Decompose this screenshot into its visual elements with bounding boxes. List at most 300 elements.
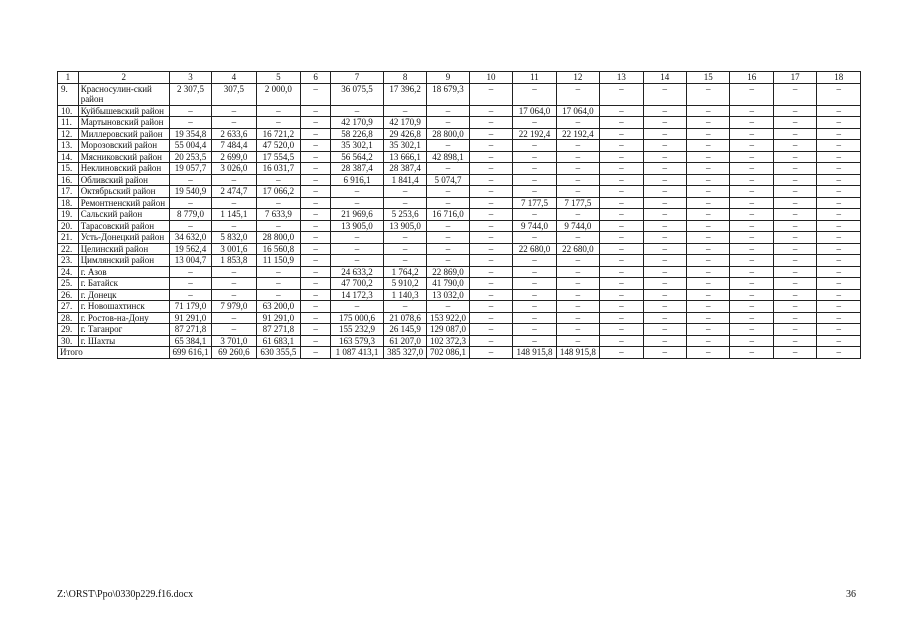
value-cell: – (301, 243, 331, 255)
value-cell: – (556, 324, 599, 336)
value-cell: – (600, 197, 643, 209)
value-cell: – (600, 232, 643, 244)
value-cell: – (643, 301, 686, 313)
district-name: Неклиновский район (78, 163, 169, 175)
table-row (58, 312, 861, 324)
value-cell: – (643, 163, 686, 175)
value-cell: 1 145,1 (212, 209, 256, 221)
district-name: Октябрьский район (78, 186, 169, 198)
value-cell: – (687, 128, 730, 140)
total-value-cell: 630 355,5 (256, 347, 300, 359)
value-cell: – (687, 289, 730, 301)
column-header: 13 (600, 72, 643, 84)
value-cell: 307,5 (212, 83, 256, 105)
value-cell: – (730, 243, 773, 255)
value-cell: 3 701,0 (212, 335, 256, 347)
value-cell: – (773, 151, 816, 163)
value-cell: – (817, 140, 861, 152)
value-cell: – (600, 266, 643, 278)
value-cell: 21 078,6 (383, 312, 426, 324)
value-cell: – (256, 220, 300, 232)
value-cell: – (513, 266, 556, 278)
value-cell: – (643, 209, 686, 221)
column-header: 8 (383, 72, 426, 84)
value-cell: – (212, 266, 256, 278)
row-number: 23. (58, 255, 79, 267)
value-cell: – (556, 301, 599, 313)
row-number: 19. (58, 209, 79, 221)
total-value-cell: – (730, 347, 773, 359)
value-cell: – (427, 232, 469, 244)
value-cell: – (212, 197, 256, 209)
value-cell: – (513, 255, 556, 267)
row-number: 27. (58, 301, 79, 313)
value-cell: – (730, 312, 773, 324)
value-cell: – (212, 174, 256, 186)
row-number: 20. (58, 220, 79, 232)
district-name: г. Новошахтинск (78, 301, 169, 313)
value-cell: – (469, 117, 512, 129)
value-cell: 11 150,9 (256, 255, 300, 267)
value-cell: – (301, 83, 331, 105)
value-cell: – (817, 324, 861, 336)
district-name: г. Батайск (78, 278, 169, 290)
data-table (57, 71, 861, 359)
table-row (58, 220, 861, 232)
value-cell: – (383, 255, 426, 267)
value-cell: – (427, 117, 469, 129)
value-cell: – (256, 289, 300, 301)
value-cell: – (730, 209, 773, 221)
value-cell: – (212, 220, 256, 232)
value-cell: – (773, 324, 816, 336)
value-cell: – (256, 105, 300, 117)
value-cell: – (556, 83, 599, 105)
value-cell: – (556, 232, 599, 244)
value-cell: 2 000,0 (256, 83, 300, 105)
value-cell: – (469, 151, 512, 163)
total-value-cell: – (817, 347, 861, 359)
value-cell: – (301, 128, 331, 140)
value-cell: – (427, 163, 469, 175)
value-cell: 7 633,9 (256, 209, 300, 221)
value-cell: 13 032,0 (427, 289, 469, 301)
value-cell: – (600, 243, 643, 255)
value-cell: – (730, 83, 773, 105)
value-cell: – (600, 255, 643, 267)
value-cell: – (730, 128, 773, 140)
column-header: 14 (643, 72, 686, 84)
value-cell: – (556, 140, 599, 152)
value-cell: 19 057,7 (169, 163, 211, 175)
column-header: 2 (78, 72, 169, 84)
value-cell: 17 064,0 (556, 105, 599, 117)
value-cell: 2 633,6 (212, 128, 256, 140)
value-cell: 26 145,9 (383, 324, 426, 336)
value-cell: – (643, 278, 686, 290)
table-row (58, 324, 861, 336)
value-cell: – (383, 105, 426, 117)
value-cell: 17 396,2 (383, 83, 426, 105)
value-cell: – (773, 197, 816, 209)
value-cell: – (687, 140, 730, 152)
value-cell: 5 832,0 (212, 232, 256, 244)
value-cell: – (817, 243, 861, 255)
value-cell: 9 744,0 (556, 220, 599, 232)
value-cell: – (427, 220, 469, 232)
value-cell: – (643, 266, 686, 278)
district-name: г. Донецк (78, 289, 169, 301)
value-cell: 35 302,1 (383, 140, 426, 152)
value-cell: – (817, 209, 861, 221)
value-cell: 7 177,5 (513, 197, 556, 209)
value-cell: 1 764,2 (383, 266, 426, 278)
value-cell: – (469, 140, 512, 152)
value-cell: 2 474,7 (212, 186, 256, 198)
row-number: 15. (58, 163, 79, 175)
value-cell: 63 200,0 (256, 301, 300, 313)
district-name: Морозовский район (78, 140, 169, 152)
value-cell: – (301, 105, 331, 117)
value-cell: – (687, 255, 730, 267)
value-cell: – (730, 301, 773, 313)
value-cell: – (556, 163, 599, 175)
value-cell: – (469, 197, 512, 209)
column-header: 11 (513, 72, 556, 84)
value-cell: – (817, 266, 861, 278)
value-cell: – (169, 105, 211, 117)
value-cell: 7 484,4 (212, 140, 256, 152)
value-cell: 22 680,0 (556, 243, 599, 255)
value-cell: – (773, 278, 816, 290)
district-name: Мартыновский район (78, 117, 169, 129)
value-cell: 16 721,2 (256, 128, 300, 140)
column-header: 9 (427, 72, 469, 84)
row-number: 21. (58, 232, 79, 244)
total-row (58, 347, 861, 359)
value-cell: – (331, 105, 384, 117)
value-cell: – (687, 278, 730, 290)
value-cell: – (730, 163, 773, 175)
value-cell: – (556, 117, 599, 129)
value-cell: – (817, 83, 861, 105)
value-cell: – (301, 278, 331, 290)
value-cell: 71 179,0 (169, 301, 211, 313)
value-cell: 19 540,9 (169, 186, 211, 198)
value-cell: 13 666,1 (383, 151, 426, 163)
value-cell: – (383, 232, 426, 244)
value-cell: – (469, 105, 512, 117)
value-cell: – (256, 266, 300, 278)
value-cell: – (643, 83, 686, 105)
value-cell: – (730, 186, 773, 198)
district-name: г. Ростов-на-Дону (78, 312, 169, 324)
column-header: 1 (58, 72, 79, 84)
value-cell: – (513, 301, 556, 313)
value-cell: – (469, 83, 512, 105)
column-header: 18 (817, 72, 861, 84)
value-cell: – (643, 312, 686, 324)
value-cell: – (643, 232, 686, 244)
value-cell: 42 170,9 (331, 117, 384, 129)
value-cell: – (687, 301, 730, 313)
row-number: 18. (58, 197, 79, 209)
district-name: Целинский район (78, 243, 169, 255)
column-header: 12 (556, 72, 599, 84)
value-cell: – (513, 83, 556, 105)
value-cell: – (600, 174, 643, 186)
value-cell: – (212, 278, 256, 290)
value-cell: – (556, 255, 599, 267)
value-cell: 102 372,3 (427, 335, 469, 347)
value-cell: 16 560,8 (256, 243, 300, 255)
total-value-cell: 702 086,1 (427, 347, 469, 359)
value-cell: – (817, 151, 861, 163)
value-cell: – (513, 312, 556, 324)
value-cell: – (687, 83, 730, 105)
value-cell: – (301, 289, 331, 301)
value-cell: – (773, 163, 816, 175)
value-cell: – (556, 266, 599, 278)
value-cell: – (600, 335, 643, 347)
district-name: Цимлянский район (78, 255, 169, 267)
value-cell: 91 291,0 (169, 312, 211, 324)
column-header: 16 (730, 72, 773, 84)
value-cell: 55 004,4 (169, 140, 211, 152)
value-cell: 28 387,4 (383, 163, 426, 175)
value-cell: 22 680,0 (513, 243, 556, 255)
value-cell: – (730, 197, 773, 209)
total-value-cell: – (301, 347, 331, 359)
column-header: 5 (256, 72, 300, 84)
total-value-cell: 1 087 413,1 (331, 347, 384, 359)
value-cell: – (469, 266, 512, 278)
value-cell: – (687, 312, 730, 324)
value-cell: 42 898,1 (427, 151, 469, 163)
value-cell: – (643, 174, 686, 186)
value-cell: – (331, 232, 384, 244)
value-cell: – (469, 209, 512, 221)
value-cell: – (817, 278, 861, 290)
value-cell: 87 271,8 (169, 324, 211, 336)
total-value-cell: 385 327,0 (383, 347, 426, 359)
value-cell: – (687, 209, 730, 221)
value-cell: – (301, 220, 331, 232)
value-cell: – (730, 151, 773, 163)
value-cell: – (687, 232, 730, 244)
total-value-cell: 69 260,6 (212, 347, 256, 359)
row-number: 12. (58, 128, 79, 140)
value-cell: 9 744,0 (513, 220, 556, 232)
value-cell: 2 699,0 (212, 151, 256, 163)
value-cell: – (513, 232, 556, 244)
value-cell: – (600, 83, 643, 105)
table-row (58, 209, 861, 221)
value-cell: – (383, 186, 426, 198)
value-cell: – (773, 105, 816, 117)
value-cell: – (600, 220, 643, 232)
value-cell: 42 170,9 (383, 117, 426, 129)
value-cell: – (730, 140, 773, 152)
value-cell: – (301, 117, 331, 129)
value-cell: – (556, 174, 599, 186)
value-cell: 16 031,7 (256, 163, 300, 175)
value-cell: – (817, 335, 861, 347)
value-cell: – (687, 220, 730, 232)
value-cell: 17 554,5 (256, 151, 300, 163)
value-cell: – (773, 266, 816, 278)
value-cell: – (600, 289, 643, 301)
value-cell: – (301, 335, 331, 347)
value-cell: – (556, 335, 599, 347)
district-name: Тарасовский район (78, 220, 169, 232)
value-cell: – (773, 301, 816, 313)
value-cell: 2 307,5 (169, 83, 211, 105)
table-row (58, 128, 861, 140)
value-cell: 175 000,6 (331, 312, 384, 324)
total-value-cell: – (469, 347, 512, 359)
value-cell: – (687, 197, 730, 209)
value-cell: – (643, 197, 686, 209)
value-cell: 155 232,9 (331, 324, 384, 336)
district-name: Сальский район (78, 209, 169, 221)
value-cell: – (817, 232, 861, 244)
value-cell: – (301, 174, 331, 186)
total-value-cell: – (687, 347, 730, 359)
value-cell: – (730, 232, 773, 244)
value-cell: 28 800,0 (427, 128, 469, 140)
value-cell: 36 075,5 (331, 83, 384, 105)
value-cell: – (469, 255, 512, 267)
value-cell: – (817, 163, 861, 175)
value-cell: – (687, 174, 730, 186)
value-cell: – (687, 335, 730, 347)
value-cell: – (212, 324, 256, 336)
value-cell: 1 140,3 (383, 289, 426, 301)
row-number: 11. (58, 117, 79, 129)
value-cell: – (301, 301, 331, 313)
value-cell: – (600, 163, 643, 175)
value-cell: – (687, 163, 730, 175)
table-row (58, 301, 861, 313)
row-number: 17. (58, 186, 79, 198)
value-cell: – (513, 335, 556, 347)
value-cell: – (331, 243, 384, 255)
value-cell: 16 716,0 (427, 209, 469, 221)
total-value-cell: 148 915,8 (556, 347, 599, 359)
value-cell: – (469, 312, 512, 324)
value-cell: 19 354,8 (169, 128, 211, 140)
value-cell: 34 632,0 (169, 232, 211, 244)
value-cell: – (773, 83, 816, 105)
table-row (58, 151, 861, 163)
table-row (58, 83, 861, 105)
value-cell: – (383, 301, 426, 313)
value-cell: – (817, 289, 861, 301)
value-cell: – (600, 301, 643, 313)
value-cell: – (469, 301, 512, 313)
value-cell: 47 700,2 (331, 278, 384, 290)
value-cell: – (469, 324, 512, 336)
value-cell: – (427, 301, 469, 313)
column-header: 17 (773, 72, 816, 84)
value-cell: – (301, 255, 331, 267)
district-name: Куйбышевский район (78, 105, 169, 117)
row-number: 14. (58, 151, 79, 163)
value-cell: – (513, 209, 556, 221)
value-cell: – (817, 312, 861, 324)
column-header: 15 (687, 72, 730, 84)
table-row (58, 266, 861, 278)
total-value-cell: – (643, 347, 686, 359)
value-cell: – (301, 209, 331, 221)
header-row (58, 72, 861, 84)
value-cell: – (643, 151, 686, 163)
value-cell: – (556, 289, 599, 301)
value-cell: – (256, 174, 300, 186)
value-cell: – (513, 140, 556, 152)
district-name: г. Таганрог (78, 324, 169, 336)
value-cell: 22 869,0 (427, 266, 469, 278)
value-cell: – (427, 140, 469, 152)
value-cell: – (427, 197, 469, 209)
value-cell: 8 779,0 (169, 209, 211, 221)
value-cell: – (331, 186, 384, 198)
row-number: 10. (58, 105, 79, 117)
value-cell: – (427, 255, 469, 267)
row-number: 26. (58, 289, 79, 301)
value-cell: – (773, 186, 816, 198)
table-row (58, 163, 861, 175)
district-name: Усть-Донецкий район (78, 232, 169, 244)
value-cell: 19 562,4 (169, 243, 211, 255)
value-cell: – (469, 128, 512, 140)
value-cell: – (600, 186, 643, 198)
value-cell: 6 916,1 (331, 174, 384, 186)
value-cell: – (469, 163, 512, 175)
file-path: Z:\ORST\Ppo\0330p229.f16.docx (57, 589, 194, 600)
value-cell: 14 172,3 (331, 289, 384, 301)
district-name: Обливский район (78, 174, 169, 186)
value-cell: – (687, 105, 730, 117)
value-cell: – (301, 151, 331, 163)
value-cell: – (469, 232, 512, 244)
district-name: Ремонтненский район (78, 197, 169, 209)
value-cell: – (687, 266, 730, 278)
value-cell: – (383, 197, 426, 209)
value-cell: 7 979,0 (212, 301, 256, 313)
value-cell: – (469, 289, 512, 301)
value-cell: – (730, 255, 773, 267)
table-row (58, 140, 861, 152)
value-cell: – (556, 151, 599, 163)
value-cell: 5 910,2 (383, 278, 426, 290)
value-cell: – (687, 243, 730, 255)
value-cell: – (301, 312, 331, 324)
table-row (58, 186, 861, 198)
value-cell: – (643, 186, 686, 198)
value-cell: – (817, 105, 861, 117)
value-cell: 61 683,1 (256, 335, 300, 347)
table-row (58, 255, 861, 267)
table-row (58, 289, 861, 301)
value-cell: – (817, 301, 861, 313)
value-cell: – (256, 117, 300, 129)
value-cell: – (169, 266, 211, 278)
value-cell: 56 564,2 (331, 151, 384, 163)
column-header: 3 (169, 72, 211, 84)
value-cell: – (643, 289, 686, 301)
